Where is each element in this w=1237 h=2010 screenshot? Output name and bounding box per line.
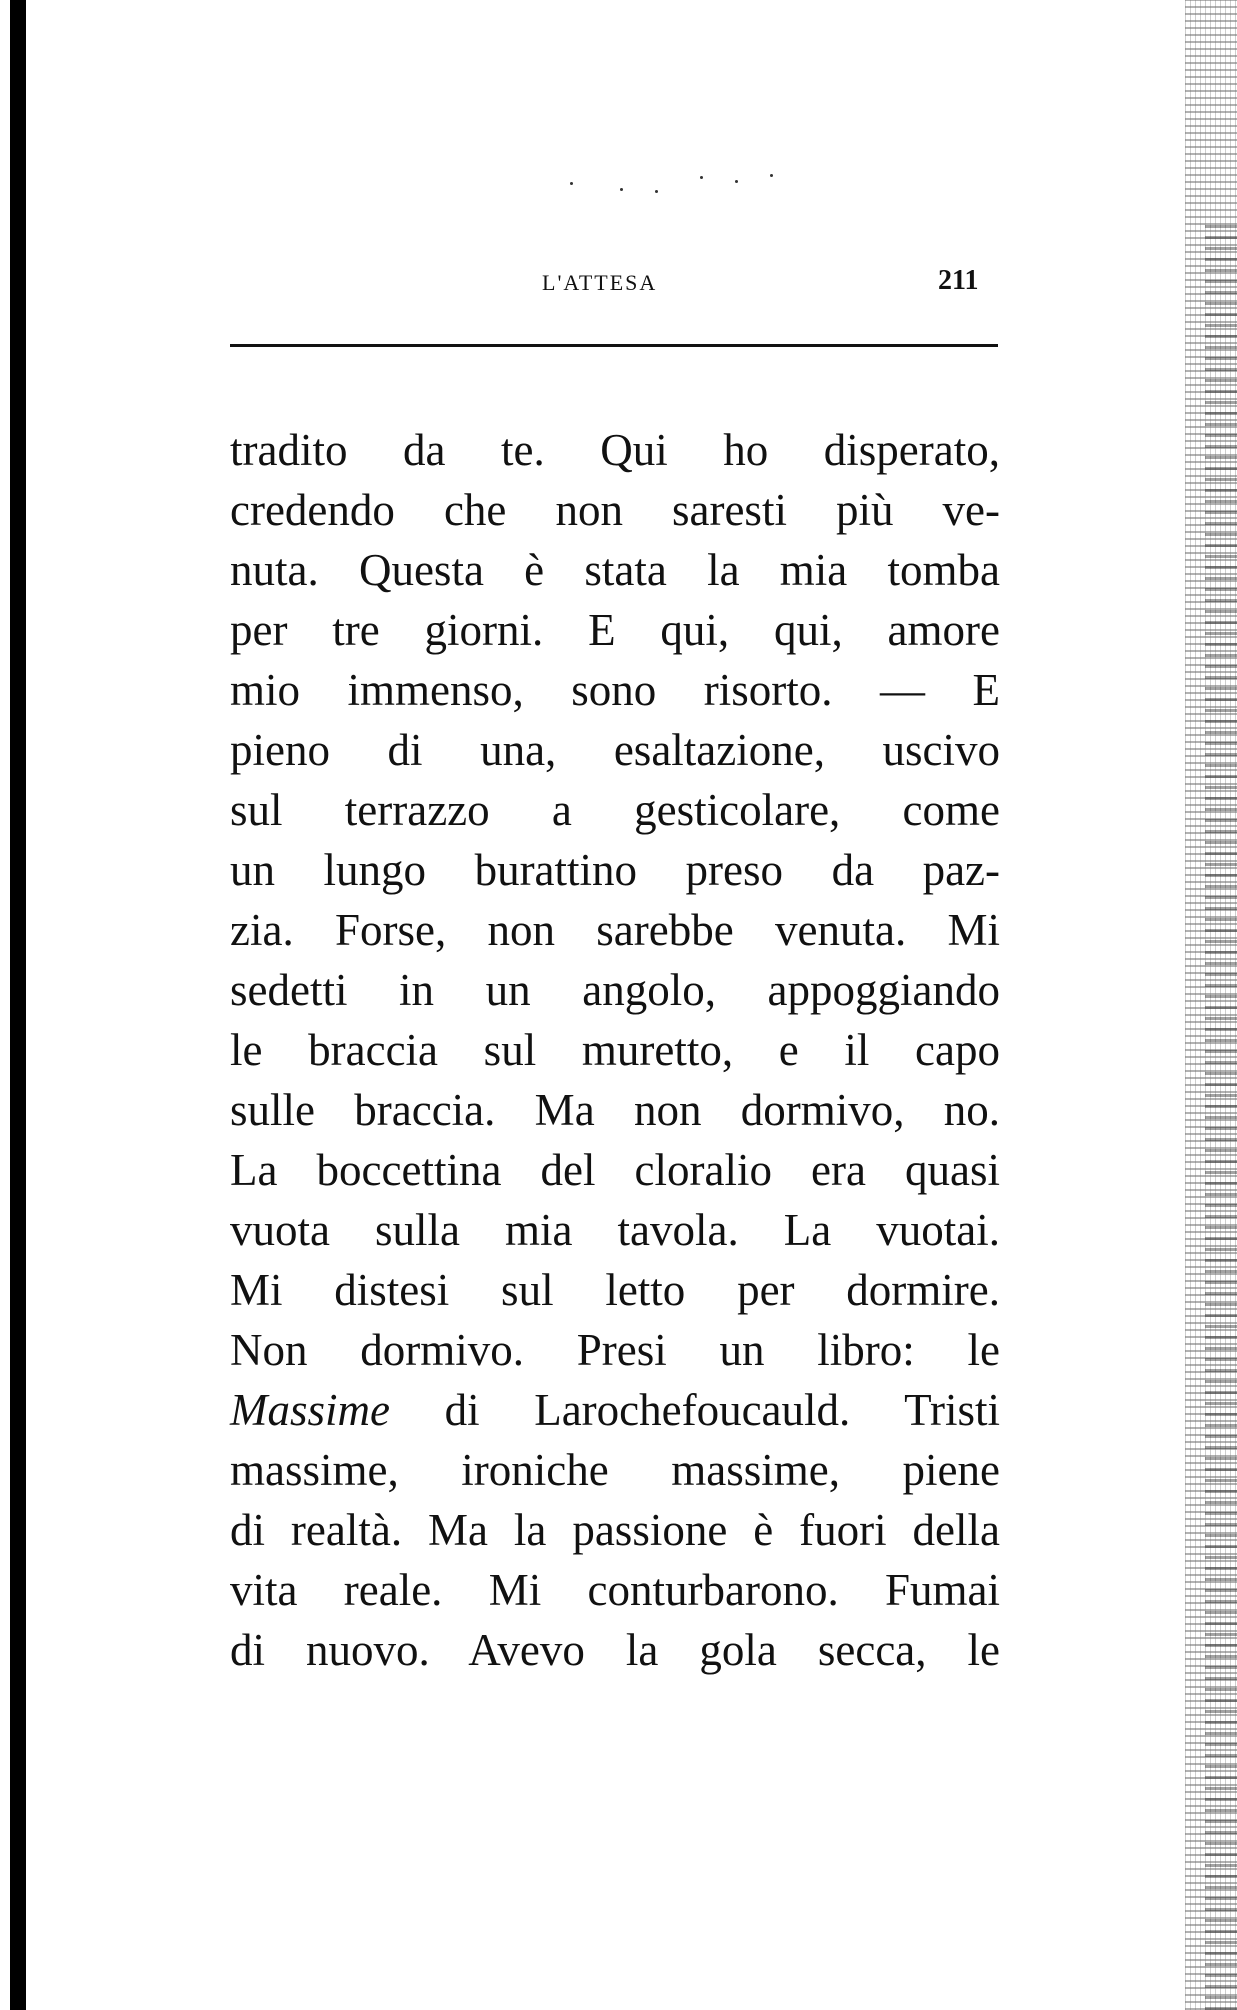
text-line: Mi distesi sul letto per dormire. (230, 1265, 1000, 1315)
binding-shadow (10, 0, 26, 2010)
text-line: sulle braccia. Ma non dormivo, no. (230, 1085, 1000, 1135)
text-line: sedetti in un angolo, appoggiando (230, 965, 1000, 1015)
text-line: La boccettina del cloralio era quasi (230, 1145, 1000, 1195)
text-line: massime, ironiche massime, piene (230, 1445, 1000, 1495)
scan-specks (560, 170, 860, 200)
text-line: vuota sulla mia tavola. La vuotai. (230, 1205, 1000, 1255)
text-line: zia. Forse, non sarebbe venuta. Mi (230, 905, 1000, 955)
body-text (230, 420, 1000, 1680)
speck (655, 190, 658, 193)
text-line: pieno di una, esaltazione, uscivo (230, 725, 1000, 775)
text-line: tradito da te. Qui ho disperato, (230, 425, 1000, 475)
text-line-with-italic (230, 1380, 1000, 1440)
text-line: mio immenso, sono risorto. — E (230, 665, 1000, 715)
header-rule (230, 344, 998, 347)
page-header (230, 265, 1000, 320)
text-line: di nuovo. Avevo la gola secca, le (230, 1625, 1000, 1675)
text-line: per tre giorni. E qui, qui, amore (230, 605, 1000, 655)
italic-title: Massime (230, 1385, 390, 1435)
speck (770, 174, 773, 177)
page-number: 211 (938, 265, 979, 296)
text-line: nuta. Questa è stata la mia tomba (230, 545, 1000, 595)
running-head: L'ATTESA (542, 270, 658, 295)
speck (735, 180, 738, 183)
text-line: le braccia sul muretto, e il capo (230, 1025, 1000, 1075)
text-line: vita reale. Mi conturbarono. Fumai (230, 1565, 1000, 1615)
text-line: credendo che non saresti più ve- (230, 485, 1000, 535)
speck (570, 182, 573, 185)
scan-edge-noise-secondary (1205, 220, 1237, 2010)
text-line: Non dormivo. Presi un libro: le (230, 1325, 1000, 1375)
text-line: sul terrazzo a gesticolare, come (230, 785, 1000, 835)
speck (700, 176, 703, 179)
text-line: un lungo burattino preso da paz- (230, 845, 1000, 895)
text-line-rest: di Larochefoucauld. Tristi (444, 1385, 1000, 1435)
speck (620, 188, 623, 191)
text-line: di realtà. Ma la passione è fuori della (230, 1505, 1000, 1555)
